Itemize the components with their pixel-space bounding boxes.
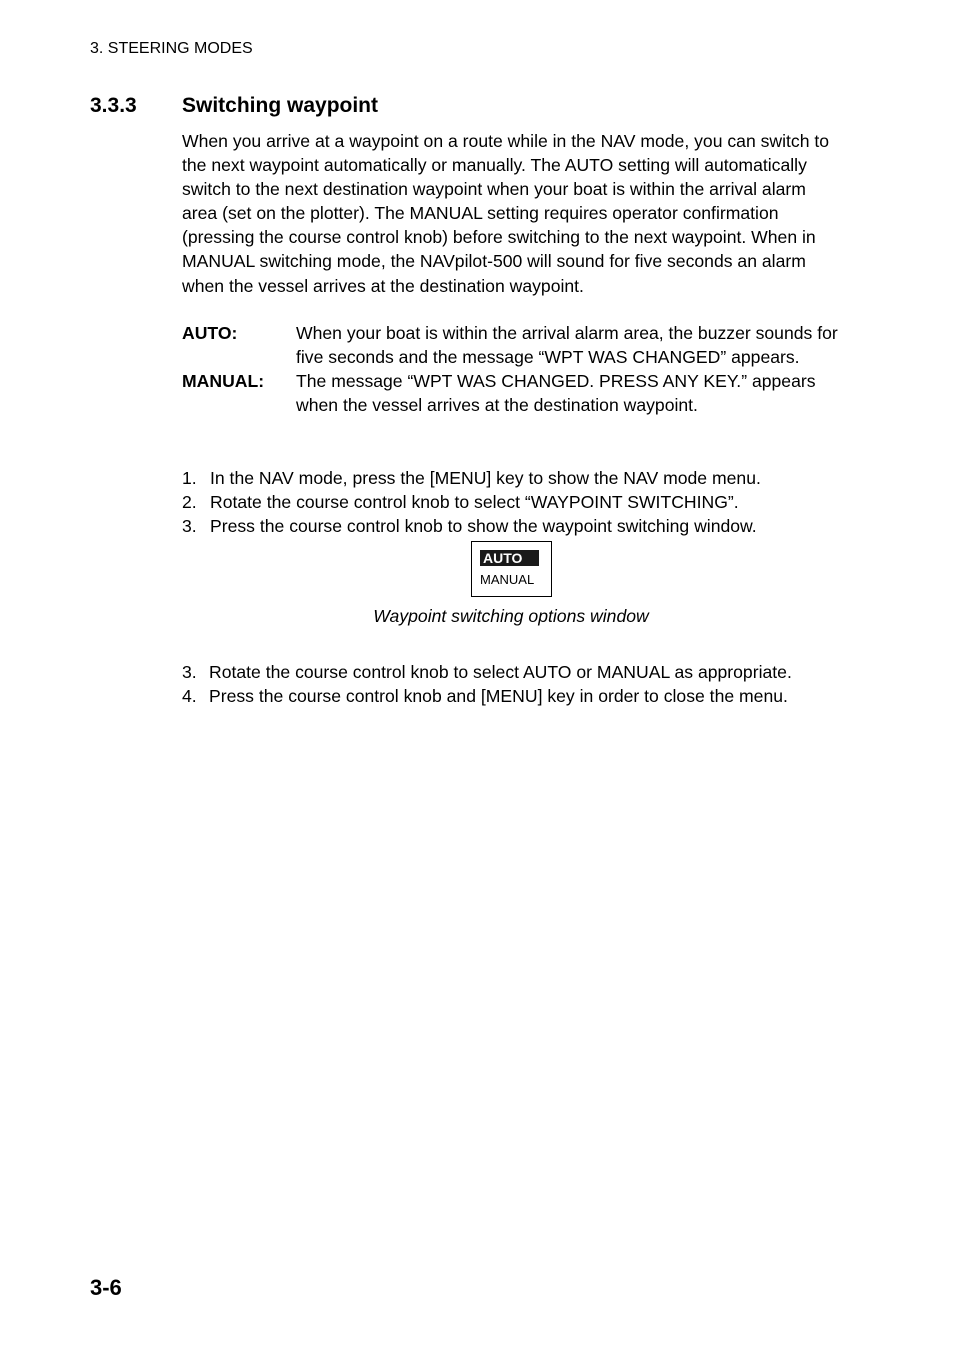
procedure-steps-first — [182, 466, 846, 538]
step-number: 2. — [182, 492, 197, 513]
section-heading — [90, 93, 378, 119]
definition-term: AUTO: — [182, 323, 238, 343]
page-number: 3-6 — [90, 1275, 122, 1300]
step-item — [182, 514, 846, 538]
step-text: Press the course control knob to show the waypoint switching window. — [210, 516, 757, 537]
option-manual: MANUAL — [480, 572, 535, 587]
definition-list — [182, 321, 846, 417]
step-item — [182, 684, 846, 708]
step-number: 4. — [182, 686, 197, 707]
step-item — [182, 490, 846, 514]
option-auto-selected: AUTO — [480, 550, 539, 566]
step-text: In the NAV mode, press the [MENU] key to show the NAV mode menu. — [210, 468, 761, 488]
procedure-steps-second — [182, 660, 846, 708]
definition-description: When your boat is within the arrival alarm area, the buzzer sounds for five seconds and the message “WPT WAS CHANGED” appears. — [296, 323, 838, 368]
step-item — [182, 660, 846, 684]
definition-description: The message “WPT WAS CHANGED. PRESS ANY KEY.” appears when the vessel arrives at the destination waypoint. — [296, 371, 816, 416]
step-item — [182, 466, 846, 490]
waypoint-switching-window — [471, 541, 552, 597]
running-head: 3. STEERING MODES — [90, 40, 253, 57]
intro-paragraph: When you arrive at a waypoint on a route while in the NAV mode, you can switch to the next waypoint automatically or manually. The AUTO setting will automatically switch to the next destination waypoint when your boat is within the arrival alarm area (set on the plotter). The MANUAL setting requires operator confirmation (pressing the course control knob) before switching to the next waypoint. When in MANUAL switching mode, the NAVpilot-500 will sound for five seconds an alarm when the vessel arrives at the destination waypoint. — [182, 131, 830, 296]
figure-caption: Waypoint switching options window — [373, 606, 649, 626]
section-number: 3.3.3 — [90, 94, 137, 117]
step-number: 3. — [182, 662, 197, 682]
definition-term: MANUAL: — [182, 371, 265, 392]
step-number: 1. — [182, 468, 197, 488]
step-number: 3. — [182, 516, 197, 537]
definition-auto — [182, 321, 846, 369]
step-text: Press the course control knob and [MENU] key in order to close the menu. — [209, 686, 788, 707]
step-text: Rotate the course control knob to select “WAYPOINT SWITCHING”. — [210, 492, 739, 513]
definition-manual — [182, 369, 846, 417]
step-text: Rotate the course control knob to select AUTO or MANUAL as appropriate. — [209, 662, 792, 682]
section-title: Switching waypoint — [182, 94, 379, 117]
